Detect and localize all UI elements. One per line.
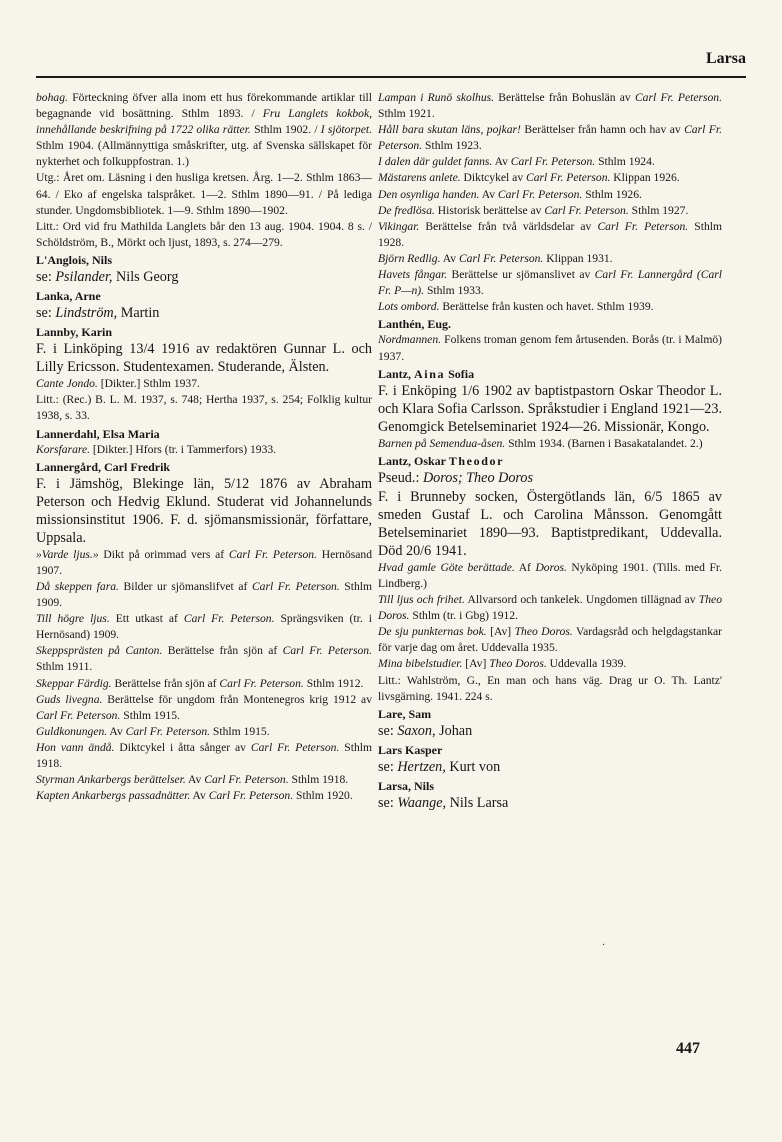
title: Kapten Ankarbergs passadnätter.	[36, 789, 191, 803]
left-column	[36, 90, 372, 804]
text: Sthlm 1915.	[120, 708, 180, 722]
work	[378, 187, 722, 203]
text: Förteckning öfver alla inom ett hus förekommande artiklar till begagnande vid bosättning. Sthlm 1893. /	[36, 91, 372, 121]
author: Carl Fr. Peterson.	[510, 155, 596, 169]
author: Carl Fr. Peterson.	[125, 724, 211, 738]
text: se:	[378, 722, 398, 739]
title: Mina bibelstudier.	[378, 657, 463, 671]
entry-heading: Lanthén, Eug.	[378, 317, 452, 332]
work	[378, 122, 722, 154]
text: Sthlm 1915.	[210, 724, 270, 738]
text: Av	[107, 724, 126, 738]
author: Carl Fr. Peterson.	[183, 612, 275, 626]
author: Theo Doros.	[514, 625, 573, 639]
title: Björn Redlig.	[378, 251, 441, 265]
header-rule	[36, 76, 746, 78]
text: Berättelse från sjön af	[162, 644, 283, 658]
biography: F. i Jämshög, Blekinge län, 5/12 1876 av Abraham Peterson och Hedvig Eklund. Studerat vid Johannelunds missionsinstitut 1906. F. d. sjömansmissionär, författare, Uppsala.	[36, 475, 372, 546]
work	[378, 436, 722, 452]
work	[378, 251, 722, 267]
literature-note: Litt.: (Rec.) B. L. M. 1937, s. 748; Hertha 1937, s. 254; Folklig kultur 1938, s. 33.	[36, 393, 372, 423]
page-header	[36, 50, 746, 76]
text: se:	[378, 758, 398, 775]
text: Sofia	[445, 366, 475, 381]
pseudonym-line	[378, 469, 722, 488]
work	[36, 579, 372, 611]
cross-reference	[378, 722, 722, 741]
cross-reference	[378, 794, 722, 813]
text: Hertzen,	[397, 758, 446, 775]
author: Carl Fr. Peterson.	[251, 579, 340, 593]
text: Berättelse från sjön af	[111, 676, 220, 690]
entry-heading	[378, 366, 722, 382]
title: Den osynliga handen.	[378, 187, 480, 201]
entry-heading: Larsa, Nils	[378, 778, 435, 793]
entry-text	[36, 90, 372, 170]
text: Klippan 1926.	[610, 171, 680, 185]
author: Carl Fr. Peterson.	[544, 203, 629, 217]
work	[378, 267, 722, 299]
text: Berättelser från hamn och hav av	[520, 123, 685, 137]
text: Sthlm 1921.	[378, 107, 435, 121]
text: Sthlm 1912.	[303, 676, 364, 690]
title: Mästarens anlete.	[378, 171, 461, 185]
text: Sthlm 1918.	[288, 773, 349, 787]
work	[378, 332, 722, 364]
title: Vikingar.	[378, 219, 420, 233]
text: Sthlm 1933.	[424, 284, 484, 298]
text: Kurt von	[445, 758, 501, 775]
work	[36, 442, 372, 458]
work	[36, 788, 372, 804]
text: Nyköping 1901. (Tills. med Fr. Lindberg.)	[378, 560, 723, 590]
text: Ett utkast af	[109, 612, 184, 626]
title: Till ljus och frihet.	[378, 593, 465, 607]
work	[378, 203, 722, 219]
title: Då skeppen fara.	[36, 579, 119, 593]
title: Fru Langlets kokbok, innehållande beskrifning på 1722 olika rätter.	[36, 107, 372, 137]
title: Guldkonungen.	[36, 724, 108, 738]
text: Nils Larsa	[446, 795, 509, 811]
work	[378, 592, 722, 624]
work	[36, 376, 372, 392]
running-head: Larsa	[706, 50, 746, 67]
author: Carl Fr. Peterson.	[458, 251, 544, 265]
print-speck: ·	[602, 940, 606, 951]
work	[36, 724, 372, 740]
author: Carl Fr. Peterson.	[208, 789, 294, 803]
text: Sprängsviken (tr. i Hernösand) 1909.	[36, 612, 372, 642]
author: Carl Fr. Peterson.	[228, 547, 318, 561]
text: Sthlm 1934. (Barnen i Basakatalandet. 2.)	[505, 436, 703, 450]
title: Lots ombord.	[378, 300, 440, 314]
entry-heading: Lanka, Arne	[36, 289, 101, 304]
text: Af	[514, 560, 536, 574]
text: Waange,	[397, 795, 447, 811]
text: Berättelse för ungdom från Montenegros krig 1912 av	[102, 692, 372, 706]
title: Nordmannen.	[378, 333, 442, 347]
text: Hernösand 1907.	[36, 547, 372, 577]
text: [Av]	[462, 657, 490, 671]
literature-note: Litt.: Wahlström, G., En man och hans väg. Drag ur O. Th. Lantz' livsgärning. 1941. 224 s.	[378, 673, 722, 703]
author: Carl Fr. Peterson.	[36, 708, 121, 722]
entry-heading: L'Anglois, Nils	[36, 252, 113, 267]
title: Havets fångar.	[378, 268, 448, 282]
work	[36, 611, 372, 643]
text: Psilander,	[55, 269, 113, 286]
work	[36, 676, 372, 692]
title: »Varde ljus.»	[36, 547, 99, 561]
work	[378, 170, 722, 186]
title: Till högre ljus.	[36, 612, 110, 626]
author: Carl Fr. Peterson.	[250, 740, 340, 754]
title: Guds livegna.	[36, 692, 103, 706]
text: Sthlm 1928.	[378, 219, 722, 249]
author: Carl Fr. Peterson.	[526, 171, 611, 185]
text: Lindström,	[55, 305, 118, 322]
text: Allvarsord och tankelek. Ungdomen tillägnad av	[464, 593, 699, 607]
text: Dikt på orimmad vers af	[98, 547, 229, 561]
text: Berättelse ur sjömanslivet av	[447, 268, 595, 282]
text: Folkens troman genom fem årtusenden. Borås (tr. i Malmö) 1937.	[378, 333, 722, 363]
text: Klippan 1931.	[543, 251, 613, 265]
editor-note: Utg.: Året om. Läsning i den husliga kretsen. Årg. 1—2. Sthlm 1863—64. / Eko af engelska talspråket. 1—2. Sthlm 1890—91. / På lediga stunder. Ungdomsbibliotek. 1—9. Sthlm 1890—1902.	[36, 171, 372, 217]
title: De sju punkternas bok.	[378, 625, 487, 639]
title: Cante Jondo.	[36, 377, 98, 391]
text: se:	[378, 795, 398, 811]
work	[36, 643, 372, 675]
entry-heading: Lannby, Karin	[36, 325, 113, 340]
text: Av	[440, 251, 459, 265]
text: Sthlm 1904. (Allmännyttiga småskrifter, utg. af Svenska sällskapet för nykterhet och folkuppfostran. 1.)	[36, 139, 372, 169]
author: Doros.	[535, 560, 567, 574]
text: [Dikter.] Sthlm 1937.	[97, 377, 200, 391]
text: Sthlm 1927.	[628, 203, 689, 217]
text: Bilder ur sjömanslifvet af	[118, 579, 252, 593]
author: Carl Fr. Peterson.	[597, 219, 689, 233]
title: De fredlösa.	[378, 203, 435, 217]
text: Martin	[117, 305, 160, 322]
text: Saxon,	[397, 722, 436, 739]
author: Carl Fr. Peterson.	[378, 123, 722, 153]
author: Theo Doros.	[378, 593, 722, 623]
text: [Dikter.] Hfors (tr. i Tammerfors) 1933.	[90, 442, 277, 456]
title: Håll bara skutan läns, pojkar!	[378, 123, 521, 137]
text: Aina	[414, 366, 446, 381]
right-column	[378, 90, 722, 813]
text: Av	[185, 773, 205, 787]
work	[378, 624, 722, 656]
text: Historisk berättelse av	[434, 203, 545, 217]
text: se:	[36, 269, 56, 286]
text: Sthlm 1902. /	[250, 123, 321, 137]
text: Sthlm 1926.	[582, 187, 642, 201]
text: Pseud.:	[378, 469, 423, 486]
work	[378, 656, 722, 672]
title: bohag.	[36, 91, 68, 104]
text: Sthlm 1924.	[595, 155, 655, 169]
work	[36, 547, 372, 579]
text: Diktcykel i åtta sånger av	[114, 740, 251, 754]
entry-heading	[378, 453, 722, 469]
biography: F. i Linköping 13/4 1916 av redaktören Gunnar L. och Lilly Ericsson. Studentexamen. Studerande, Älsten.	[36, 341, 372, 376]
entry-heading: Lare, Sam	[378, 706, 432, 721]
text: Uddevalla 1939.	[546, 657, 627, 671]
work	[378, 154, 722, 170]
text: Sthlm 1918.	[36, 740, 372, 770]
text: [Av]	[486, 625, 515, 639]
text: se:	[36, 305, 56, 322]
cross-reference	[378, 758, 722, 777]
title: Barnen på Semendua-åsen.	[378, 436, 506, 450]
title: Hvad gamle Göte berättade.	[378, 560, 515, 574]
text: Av	[479, 187, 498, 201]
text: Sthlm 1920.	[293, 789, 353, 803]
biography: F. i Enköping 1/6 1902 av baptistpastorn Oskar Theodor L. och Klara Sofia Carlsson. Språkstudier i England 1921—23. Genomgick Betelseminariet 1924—26. Missionär, Kongo.	[378, 382, 722, 435]
entry-heading: Lannerdahl, Elsa Maria	[36, 426, 160, 441]
cross-reference	[36, 268, 372, 287]
text: Diktcykel av	[460, 171, 527, 185]
work	[36, 692, 372, 724]
text: Doros; Theo Doros	[422, 469, 534, 486]
text: Av	[190, 789, 209, 803]
work	[378, 219, 722, 251]
author: Carl Fr. Peterson.	[497, 187, 583, 201]
title: Lampan i Runö skolhus.	[378, 91, 495, 104]
text: Lantz, Oskar	[378, 453, 449, 468]
text: Berättelse från Bohuslän av	[494, 91, 635, 104]
title: Styrman Ankarbergs berättelser.	[36, 773, 186, 787]
literature-note: Litt.: Ord vid fru Mathilda Langlets bår den 13 aug. 1904. 1904. 8 s. / Schöldström, B., Mörkt och ljust, 1893, s. 274—279.	[36, 219, 372, 249]
title: I sjötorpet.	[320, 123, 372, 137]
text: Vardagsråd och helgdagstankar för varje dag om året. Uddevalla 1935.	[378, 625, 723, 655]
author: Carl Fr. Peterson.	[219, 676, 304, 690]
entry-heading: Lannergård, Carl Fredrik	[36, 459, 171, 474]
work	[378, 299, 722, 315]
author: Carl Fr. Peterson.	[204, 773, 289, 787]
work	[378, 560, 722, 592]
author: Theo Doros.	[489, 657, 547, 671]
cross-reference	[36, 304, 372, 323]
work	[36, 772, 372, 788]
title: Skeppar Färdig.	[36, 676, 112, 690]
text: Sthlm (tr. i Gbg) 1912.	[409, 609, 519, 623]
text: Theodor	[448, 453, 505, 468]
title: Korsfarare.	[36, 442, 91, 456]
author: Carl Fr. Peterson.	[634, 91, 722, 104]
text: Berättelse från kusten och havet. Sthlm 1939.	[439, 300, 654, 314]
work	[36, 740, 372, 772]
text: Sthlm 1923.	[422, 139, 482, 153]
author: Carl Fr. Peterson.	[282, 644, 372, 658]
work	[378, 90, 722, 122]
text: Johan	[435, 722, 473, 739]
page-number: 447	[676, 1040, 700, 1057]
text: Lantz,	[378, 366, 414, 381]
text: Sthlm 1911.	[36, 660, 93, 674]
text: Av	[492, 155, 511, 169]
author: Carl Fr. Lannergård (Carl Fr. P—n).	[378, 268, 722, 298]
title: I dalen där guldet fanns.	[378, 155, 493, 169]
text: Nils Georg	[112, 269, 179, 286]
entry-heading: Lars Kasper	[378, 742, 443, 757]
text: Berättelse från två världsdelar av	[419, 219, 598, 233]
title: Hon vann ändå.	[36, 740, 115, 754]
text: Sthlm 1909.	[36, 579, 372, 610]
biography: F. i Brunneby socken, Östergötlands län, 6/5 1865 av smeden Gustaf L. och Carolina Månsson. Genomgått Betelseminariet 1890—93. Baptistpredikant, Uddevalla. Död 20/6 1941.	[378, 488, 722, 559]
title: Skeppsprästen på Canton.	[36, 644, 163, 658]
